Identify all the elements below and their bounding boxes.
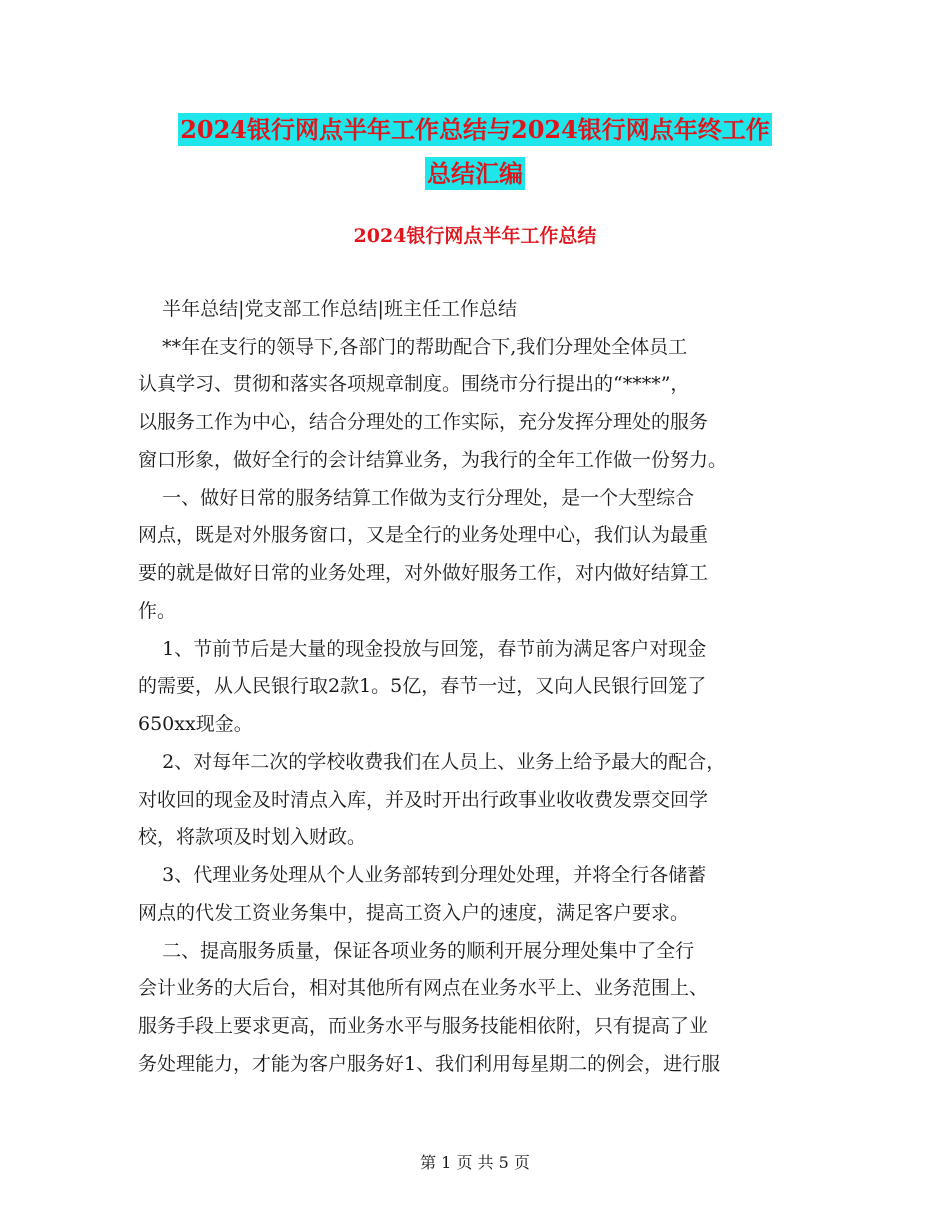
title-highlight-1: 2024银行网点半年工作总结与2024银行网点年终工作 xyxy=(180,115,770,144)
body-line: 校，将款项及时划入财政。 xyxy=(138,826,367,848)
body-line: 服务手段上要求更高，而业务水平与服务技能相依附，只有提高了业 xyxy=(138,1015,709,1037)
body-line: 要的就是做好日常的业务处理，对外做好服务工作，对内做好结算工 xyxy=(138,562,709,584)
body-line: 1、节前节后是大量的现金投放与回笼，春节前为满足客户对现金 xyxy=(138,638,707,660)
body-line: 务处理能力，才能为客户服务好1、我们利用每星期二的例会，进行服 xyxy=(138,1053,721,1075)
body-line: 会计业务的大后台，相对其他所有网点在业务水平上、业务范围上、 xyxy=(138,977,709,999)
document-title-line-1 xyxy=(0,108,950,152)
document-title-line-2 xyxy=(0,152,950,196)
body-line: 650xx现金。 xyxy=(138,713,253,735)
body-line: 一、做好日常的服务结算工作做为支行分理处，是一个大型综合 xyxy=(138,487,695,509)
body-line: 作。 xyxy=(138,600,177,622)
body-line: 的需要，从人民银行取2款1。5亿，春节一过，又向人民银行回笼了 xyxy=(138,675,707,697)
body-line: 以服务工作为中心，结合分理处的工作实际，充分发挥分理处的服务 xyxy=(138,411,709,433)
body-line: 3、代理业务处理从个人业务部转到分理处处理，并将全行各储蓄 xyxy=(138,864,707,886)
section-title: 2024银行网点半年工作总结 xyxy=(353,225,597,247)
body-line: **年在支行的领导下,各部门的帮助配合下,我们分理处全体员工 xyxy=(138,336,688,358)
body-line: 网点，既是对外服务窗口，又是全行的业务处理中心，我们认为最重 xyxy=(138,524,709,546)
body-line: 2、对每年二次的学校收费我们在人员上、业务上给予最大的配合， xyxy=(138,751,726,773)
title-highlight-2: 总结汇编 xyxy=(427,159,523,188)
body-line: 网点的代发工资业务集中，提高工资入户的速度，满足客户要求。 xyxy=(138,902,690,924)
body-line: 对收回的现金及时清点入库，并及时开出行政事业收收费发票交回学 xyxy=(138,789,709,811)
page-footer: 第 1 页 共 5 页 xyxy=(420,1153,530,1172)
body-line: 认真学习、贯彻和落实各项规章制度。围绕市分行提出的“****”， xyxy=(138,373,690,395)
body-line: 二、提高服务质量，保证各项业务的顺利开展分理处集中了全行 xyxy=(138,940,695,962)
body-line: 半年总结|党支部工作总结|班主任工作总结 xyxy=(138,298,517,320)
body-line: 窗口形象，做好全行的会计结算业务，为我行的全年工作做一份努力。 xyxy=(138,449,728,471)
